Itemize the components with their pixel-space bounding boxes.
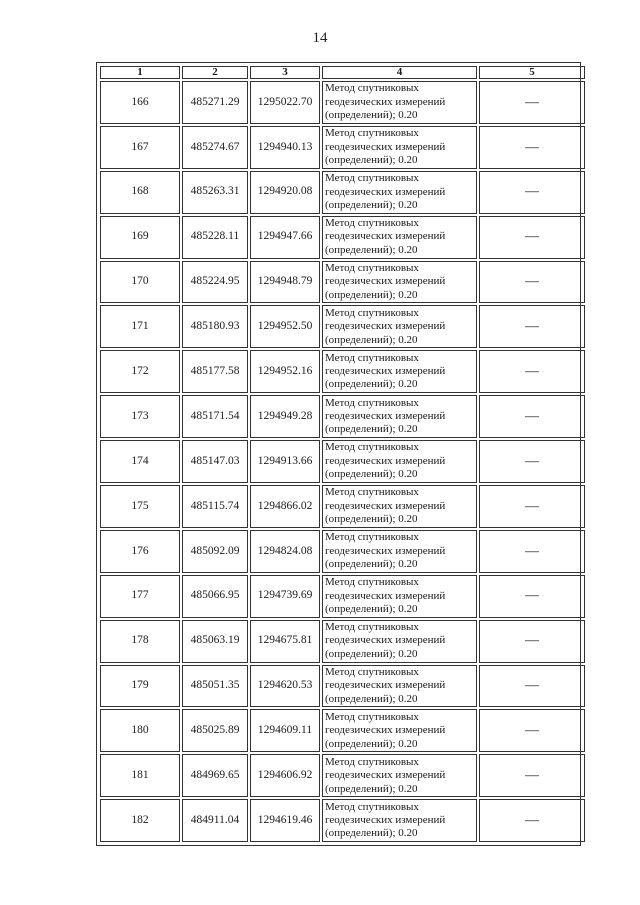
- table-row: [100, 620, 585, 663]
- note-cell: —: [479, 350, 585, 393]
- method-text-line2: геодезических измерений: [325, 230, 446, 243]
- table-row: [100, 530, 585, 573]
- method-text-line2: геодезических измерений: [325, 499, 446, 512]
- method-text-line2: геодезических измерений: [325, 409, 446, 422]
- x-coordinate-cell: 485180.93: [182, 305, 248, 348]
- note-cell: —: [479, 485, 585, 528]
- y-coordinate-cell: 1294866.02: [250, 485, 320, 528]
- x-coordinate-cell: 485066.95: [182, 575, 248, 618]
- note-cell: —: [479, 395, 585, 438]
- table-row: [100, 261, 585, 304]
- method-text-line1: Метод спутниковых: [325, 217, 419, 229]
- method-text-line1: Метод спутниковых: [325, 755, 419, 768]
- method-text-line2: геодезических измерений: [325, 185, 446, 198]
- method-text-line1: Метод спутниковых: [325, 800, 419, 813]
- note-cell: —: [479, 171, 585, 214]
- y-coordinate-cell: 1294920.08: [250, 171, 320, 214]
- note-cell: —: [479, 530, 585, 573]
- method-text-line3: (определений); 0.20: [325, 468, 418, 481]
- table-row: [100, 216, 585, 259]
- y-coordinate-cell: 1294824.08: [250, 530, 320, 573]
- note-cell: —: [479, 620, 585, 663]
- method-text-line3: (определений); 0.20: [325, 288, 418, 301]
- y-coordinate-cell: 1294675.81: [250, 620, 320, 663]
- y-coordinate-cell: 1294952.16: [250, 350, 320, 393]
- method-text-line3: (определений); 0.20: [325, 647, 418, 660]
- y-coordinate-cell: 1294619.46: [250, 799, 320, 842]
- table-row: [100, 440, 585, 483]
- y-coordinate-cell: 1294606.92: [250, 754, 320, 797]
- note-cell: —: [479, 575, 585, 618]
- table-row: [100, 171, 585, 214]
- header-row: [100, 66, 585, 79]
- y-coordinate-cell: 1294620.53: [250, 665, 320, 708]
- table-row: [100, 575, 585, 618]
- method-text-line1: Метод спутниковых: [325, 306, 419, 319]
- method-text-line3: (определений); 0.20: [325, 737, 418, 750]
- method-cell: [322, 575, 477, 618]
- method-cell: [322, 665, 477, 708]
- method-text-line1: Метод спутниковых: [325, 486, 419, 499]
- method-cell: [322, 709, 477, 752]
- y-coordinate-cell: 1294940.13: [250, 126, 320, 169]
- header-col-3: 3: [250, 66, 320, 79]
- method-cell: [322, 350, 477, 393]
- method-cell: [322, 440, 477, 483]
- method-text-line3: (определений); 0.20: [325, 827, 418, 840]
- note-cell: —: [479, 216, 585, 259]
- note-cell: —: [479, 665, 585, 708]
- method-text-line1: Метод спутниковых: [325, 127, 419, 140]
- x-coordinate-cell: 484969.65: [182, 754, 248, 797]
- method-text-line2: геодезических измерений: [325, 724, 446, 737]
- table-row: [100, 305, 585, 348]
- method-text-line2: геодезических измерений: [325, 589, 446, 602]
- x-coordinate-cell: 485115.74: [182, 485, 248, 528]
- method-cell: [322, 485, 477, 528]
- x-coordinate-cell: 485092.09: [182, 530, 248, 573]
- x-coordinate-cell: 485063.19: [182, 620, 248, 663]
- method-cell: [322, 799, 477, 842]
- method-cell: [322, 261, 477, 304]
- x-coordinate-cell: 485051.35: [182, 665, 248, 708]
- table-row: [100, 81, 585, 124]
- y-coordinate-cell: 1294952.50: [250, 305, 320, 348]
- y-coordinate-cell: 1294948.79: [250, 261, 320, 304]
- method-text-line3: (определений); 0.20: [325, 109, 418, 122]
- x-coordinate-cell: 484911.04: [182, 799, 248, 842]
- point-number-cell: 166: [100, 81, 180, 124]
- table-row: [100, 754, 585, 797]
- x-coordinate-cell: 485271.29: [182, 81, 248, 124]
- method-cell: [322, 216, 477, 259]
- note-cell: —: [479, 126, 585, 169]
- method-text-line2: геодезических измерений: [325, 813, 446, 826]
- note-cell: —: [479, 305, 585, 348]
- y-coordinate-cell: 1294913.66: [250, 440, 320, 483]
- y-coordinate-cell: 1294947.66: [250, 216, 320, 259]
- y-coordinate-cell: 1295022.70: [250, 81, 320, 124]
- note-cell: —: [479, 709, 585, 752]
- method-text-line1: Метод спутниковых: [325, 261, 419, 274]
- method-text-line1: Метод спутниковых: [325, 441, 419, 454]
- y-coordinate-cell: 1294739.69: [250, 575, 320, 618]
- method-cell: [322, 81, 477, 124]
- table-row: [100, 665, 585, 708]
- point-number-cell: 176: [100, 530, 180, 573]
- method-text-line2: геодезических измерений: [325, 544, 446, 557]
- table-row: [100, 126, 585, 169]
- method-text-line1: Метод спутниковых: [325, 665, 419, 678]
- method-text-line2: геодезических измерений: [325, 679, 446, 692]
- x-coordinate-cell: 485171.54: [182, 395, 248, 438]
- method-text-line3: (определений); 0.20: [325, 198, 418, 211]
- method-text-line3: (определений); 0.20: [325, 513, 418, 526]
- note-cell: —: [479, 81, 585, 124]
- point-number-cell: 181: [100, 754, 180, 797]
- method-text-line2: геодезических измерений: [325, 634, 446, 647]
- coordinates-table-frame: [96, 62, 581, 846]
- point-number-cell: 167: [100, 126, 180, 169]
- method-text-line3: (определений); 0.20: [325, 558, 418, 571]
- method-text-line2: геодезических измерений: [325, 454, 446, 467]
- x-coordinate-cell: 485224.95: [182, 261, 248, 304]
- method-text-line3: (определений); 0.20: [325, 782, 418, 795]
- header-col-1: 1: [100, 66, 180, 79]
- table-row: [100, 485, 585, 528]
- y-coordinate-cell: 1294949.28: [250, 395, 320, 438]
- page-number: 14: [312, 30, 328, 46]
- method-cell: [322, 620, 477, 663]
- point-number-cell: 174: [100, 440, 180, 483]
- method-text-line3: (определений); 0.20: [325, 423, 418, 436]
- point-number-cell: 175: [100, 485, 180, 528]
- table-row: [100, 395, 585, 438]
- method-text-line1: Метод спутниковых: [325, 621, 419, 634]
- x-coordinate-cell: 485228.11: [182, 216, 248, 259]
- point-number-cell: 180: [100, 709, 180, 752]
- method-text-line1: Метод спутниковых: [325, 396, 419, 409]
- point-number-cell: 169: [100, 216, 180, 259]
- header-col-4: 4: [322, 66, 477, 79]
- method-text-line3: (определений); 0.20: [325, 243, 418, 256]
- method-text-line2: геодезических измерений: [325, 320, 446, 333]
- x-coordinate-cell: 485147.03: [182, 440, 248, 483]
- table-row: [100, 350, 585, 393]
- method-text-line2: геодезических измерений: [325, 140, 446, 153]
- note-cell: —: [479, 261, 585, 304]
- method-text-line1: Метод спутниковых: [325, 531, 419, 544]
- method-text-line2: геодезических измерений: [325, 769, 446, 782]
- method-cell: [322, 530, 477, 573]
- x-coordinate-cell: 485177.58: [182, 350, 248, 393]
- method-cell: [322, 171, 477, 214]
- method-text-line1: Метод спутниковых: [325, 710, 419, 723]
- table-body: [100, 81, 585, 842]
- point-number-cell: 178: [100, 620, 180, 663]
- method-cell: [322, 395, 477, 438]
- x-coordinate-cell: 485263.31: [182, 171, 248, 214]
- point-number-cell: 182: [100, 799, 180, 842]
- method-text-line2: геодезических измерений: [325, 95, 446, 108]
- note-cell: —: [479, 754, 585, 797]
- method-text-line3: (определений); 0.20: [325, 333, 418, 346]
- point-number-cell: 171: [100, 305, 180, 348]
- x-coordinate-cell: 485274.67: [182, 126, 248, 169]
- note-cell: —: [479, 440, 585, 483]
- method-text-line3: (определений); 0.20: [325, 692, 418, 705]
- table-row: [100, 709, 585, 752]
- method-cell: [322, 754, 477, 797]
- method-text-line2: геодезических измерений: [325, 365, 446, 378]
- y-coordinate-cell: 1294609.11: [250, 709, 320, 752]
- method-cell: [322, 305, 477, 348]
- point-number-cell: 177: [100, 575, 180, 618]
- method-text-line3: (определений); 0.20: [325, 602, 418, 615]
- table-row: [100, 799, 585, 842]
- method-text-line1: Метод спутниковых: [325, 82, 419, 95]
- method-text-line1: Метод спутниковых: [325, 351, 419, 364]
- method-text-line1: Метод спутниковых: [325, 576, 419, 589]
- point-number-cell: 168: [100, 171, 180, 214]
- point-number-cell: 179: [100, 665, 180, 708]
- method-text-line3: (определений); 0.20: [325, 378, 418, 391]
- coordinates-table: [98, 64, 587, 844]
- x-coordinate-cell: 485025.89: [182, 709, 248, 752]
- method-text-line2: геодезических измерений: [325, 275, 446, 288]
- header-col-2: 2: [182, 66, 248, 79]
- point-number-cell: 172: [100, 350, 180, 393]
- header-col-5: 5: [479, 66, 585, 79]
- point-number-cell: 170: [100, 261, 180, 304]
- method-cell: [322, 126, 477, 169]
- method-text-line1: Метод спутниковых: [325, 172, 419, 185]
- note-cell: —: [479, 799, 585, 842]
- method-text-line3: (определений); 0.20: [325, 154, 418, 167]
- point-number-cell: 173: [100, 395, 180, 438]
